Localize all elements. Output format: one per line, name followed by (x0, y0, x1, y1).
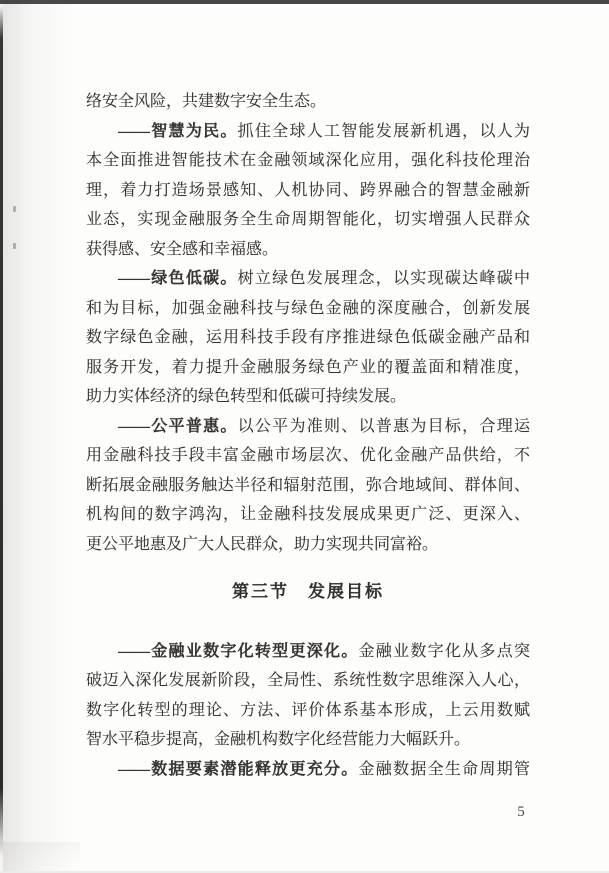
text-line: 助力实体经济的绿色转型和低碳可持续发展。 (86, 388, 407, 405)
paragraph-lead: ——绿色低碳。 (118, 270, 238, 287)
text-line: 和为目标，加强金融科技与绿色金融的深度融合，创新发展 (86, 299, 530, 317)
document-text-block (86, 87, 530, 784)
page-number: 5 (517, 804, 525, 820)
scan-top-edge (0, 0, 609, 4)
text-line: 断拓展金融服务触达半径和辐射范围，弥合地域间、群体间、 (86, 476, 530, 494)
text-line: 数字绿色金融，运用科技手段有序推进绿色低碳金融产品和 (86, 329, 530, 346)
paragraph-lead: ——数据要素潜能释放更充分。 (118, 760, 359, 778)
text-line: 服务开发，着力提升金融服务绿色产业的覆盖面和精准度， (86, 358, 530, 376)
text-line: 破迈入深化发展新阶段，全局性、系统性数字思维深入人心， (86, 672, 530, 689)
text-line: ——公平普惠。以公平为准则、以普惠为目标，合理运 (118, 417, 530, 435)
text-line: ——数据要素潜能释放更充分。金融数据全生命周期管 (118, 760, 530, 778)
scan-speck (13, 243, 16, 249)
text-line: 用金融科技手段丰富金融市场层次、优化金融产品供给，不 (86, 447, 530, 464)
section-heading: 第三节 发展目标 (232, 582, 384, 601)
paragraph-lead: ——智慧为民。 (118, 122, 238, 140)
text-line: 更公平地惠及广大人民群众，助力实现共同富裕。 (86, 535, 439, 553)
text-line: ——绿色低碳。树立绿色发展理念，以实现碳达峰碳中 (118, 270, 530, 287)
text-line: ——金融业数字化转型更深化。金融业数字化从多点突 (118, 642, 530, 660)
page-left-shading (3, 4, 73, 873)
text-line: 获得感、安全感和幸福感。 (86, 240, 279, 258)
text-line: 数字化转型的理论、方法、评价体系基本形成，上云用数赋 (86, 701, 530, 719)
paragraph-lead: ——金融业数字化转型更深化。 (118, 642, 359, 660)
text-line: 业态，实现金融服务全生命周期智能化，切实增强人民群众 (86, 211, 530, 228)
scan-speck (13, 206, 16, 212)
text-line: 理，着力打造场景感知、人机协同、跨界融合的智慧金融新 (86, 181, 530, 199)
text-line: ——智慧为民。抓住全球人工智能发展新机遇，以人为 (118, 122, 530, 140)
goal-paragraphs (86, 637, 530, 785)
text-line: 机构间的数字鸿沟，让金融科技发展成果更广泛、更深入、 (86, 506, 530, 523)
text-line: 络安全风险，共建数字安全生态。 (86, 93, 327, 110)
text-line: 智水平稳步提高，金融机构数字化经营能力大幅跃升。 (86, 731, 471, 748)
paragraph-lead: ——公平普惠。 (118, 417, 238, 435)
body-paragraphs (86, 87, 530, 559)
text-line: 本全面推进智能技术在金融领域深化应用，强化科技伦理治 (86, 152, 530, 169)
scan-bottom-left-shading (0, 842, 80, 873)
